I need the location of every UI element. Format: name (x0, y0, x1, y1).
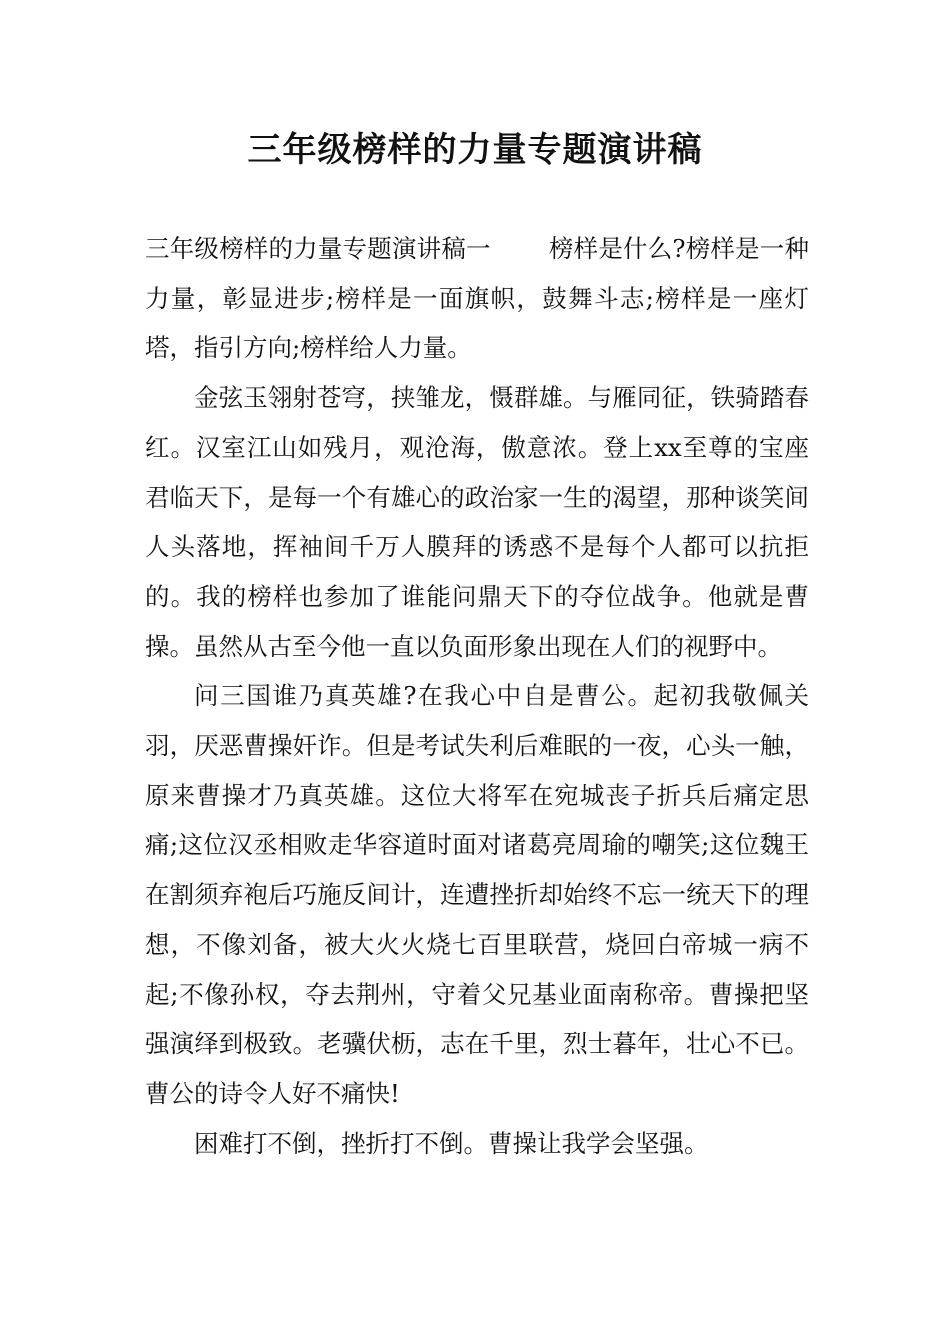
paragraph-3: 问三国谁乃真英雄?在我心中自是曹公。起初我敬佩关羽，厌恶曹操奸诈。但是考试失利后难眠的一夜，心头一触，原来曹操才乃真英雄。这位大将军在宛城丧子折兵后痛定思痛;这位汉丞相败走华容道时面对诸葛亮周瑜的嘲笑;这位魏王在割须弃袍后巧施反间计，连遭挫折却始终不忘一统天下的理想，不像刘备，被大火火烧七百里联营，烧回白帝城一病不起;不像孙权，夺去荆州，守着父兄基业面南称帝。曹操把坚强演绎到极致。老骥伏枥，志在千里，烈士暮年，壮心不已。曹公的诗令人好不痛快! (145, 681, 809, 1108)
section-heading: 三年级榜样的力量专题演讲稿一 (145, 234, 491, 263)
paragraph-1 (145, 224, 809, 373)
document-body (145, 224, 809, 1168)
paragraph-4: 困难打不倒，挫折打不倒。曹操让我学会坚强。 (194, 1128, 709, 1158)
paragraph-1-text: 榜样是什么?榜样是一种力量，彰显进步;榜样是一面旗帜，鼓舞斗志;榜样是一座灯塔，指引方向;榜样给人力量。 (145, 234, 810, 363)
document-title: 三年级榜样的力量专题演讲稿 (247, 130, 703, 170)
paragraph-2: 金弦玉翎射苍穹，挟雏龙，慑群雄。与雁同征，铁骑踏春红。汉室江山如残月，观沧海，傲意浓。登上xx至尊的宝座君临天下，是每一个有雄心的政治家一生的渴望，那种谈笑间人头落地，挥袖间千万人膜拜的诱惑不是每个人都可以抗拒的。我的榜样也参加了谁能问鼎天下的夺位战争。他就是曹操。虽然从古至今他一直以负面形象出现在人们的视野中。 (145, 383, 809, 661)
